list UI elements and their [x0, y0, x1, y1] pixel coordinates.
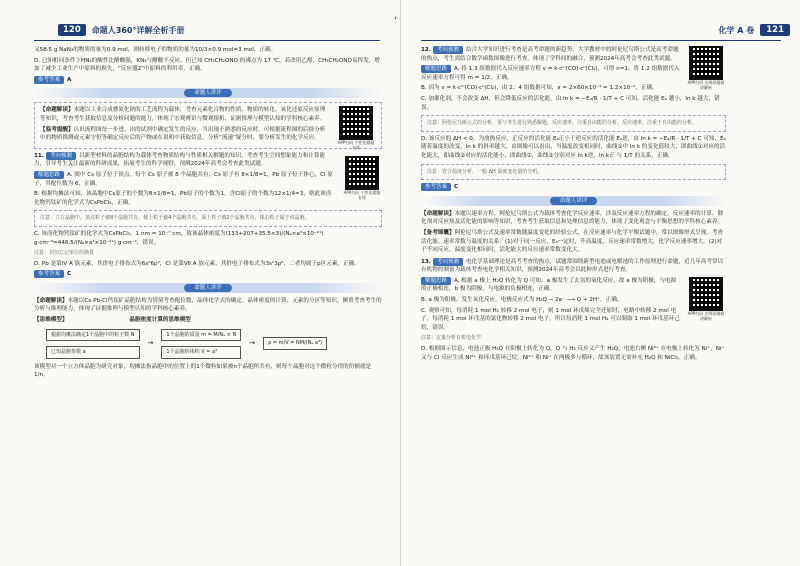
flow-step: 已知晶胞参数 a	[46, 346, 140, 359]
header-rule	[421, 40, 781, 41]
comment-text: 本题以工业合成叠氮化钠的工艺流程为载体，考查元素化合物的性质、物质的转化、氧化还原反应原理等知识，考查考生获取信息及分析问题的能力，体现了宏观辨识与微观探析、证据推理与模型认知的学科核心素养。	[40, 107, 326, 122]
comment-label: 【临考提醒】	[40, 126, 74, 133]
answer-value: A	[67, 76, 72, 83]
option-b-analysis: B. a 极为阳极，发生氧化反应，电极反应式为 H₂Q − 2e⁻ ⟶ Q + 2H⁺，正确。	[421, 297, 623, 304]
note-box	[421, 115, 726, 132]
thinking-model-flow	[44, 328, 382, 360]
section-tag: 解题思路	[421, 65, 451, 73]
paragraph: 该模型对一个立方体晶胞为研究对象，均摊法指晶胞中的位置上的1个微粒如果被n个晶胞所共有，则每个晶胞对这个微粒分得的份额就是1/n。	[34, 363, 372, 379]
section-divider	[34, 283, 382, 293]
qr-block[interactable]	[342, 156, 382, 200]
answer-tag: 参考答案	[34, 270, 64, 278]
option-a-analysis: A. 根据 a 极上 H₂Q 转化为 Q 可知，a 极发生了去氢的氧化反应，故 a 极为阳极，与电源的正极相连，b 极为阴极，与电源的负极相连，正确。	[421, 277, 677, 293]
comment-text: 本题以速率方程、阿伦尼乌斯公式为载体考查化学反应速率，涉及反应速率方程的确定、反应速率的计算、催化剂对反应热及活化能的影响等知识，考查考生获取信息和处理信息的能力，体现了变化观念与平衡思想的学科核心素养。	[421, 210, 724, 226]
right-page-header	[718, 22, 790, 38]
note-box	[421, 164, 726, 181]
answer-value: C	[67, 271, 72, 278]
answer-tag: 参考答案	[34, 76, 64, 84]
section-divider	[34, 88, 382, 98]
option-c-analysis: C. 该卤化物钙钛矿的化学式为CsPbCl₃，1 nm = 10⁻⁷ cm，故该晶体密度为(133+207+35.5×3)/(Nₐ×a³×10⁻²¹) g·cm⁻³=446.5/(Nₐ×a³×10⁻²¹) g·cm⁻³，错误。	[34, 230, 324, 246]
question-intro: 以新型材料的晶胞结构为载体考查物质结构与性质相关解题的知识，考查考生空间想象能力和计算能力，引导考生关注最新的科研成果，拓展考生的科学视野，预测2024年高考会考查此类试题。	[34, 152, 326, 168]
left-page-header	[58, 22, 184, 38]
qr-caption: APP扫码 名师原题精讲解析	[687, 80, 725, 90]
qr-code-icon[interactable]	[689, 46, 723, 80]
section-divider	[421, 196, 726, 206]
comment-text: 认识流程图每一步进、出的试剂中确定发生的反应，当出现不熟悉的反应时，可根据流程图的后续分析中的物质推测或元素守恒等确定反应后的产物或在说明中获取信息。分析“流速”疑分时，要分析发生的化学反应。	[40, 126, 326, 142]
arrow-icon: →	[249, 339, 256, 348]
qr-block[interactable]	[686, 277, 726, 321]
flow-step: 根据均摊法确定1个晶胞中的粒子数 N	[46, 329, 140, 342]
option-d-analysis: D. Pb 是第IV A 族元素，其价电子排布式为6s²6p²，Cl 是第VII A 族元素，其价电子排布式为3s²3p⁵，二者均属于p区元素，正确。	[34, 260, 360, 267]
option-c-analysis: C. 观察可知，每消耗 1 mol H₂ 转移 2 mol 电子，则 1 mol 环戊烯完全还原时，电路中转移 2 mol 电子，每消耗 1 mol 环戊基的氯化物转移 2 mol 电子，所以每消耗 1 mol H₂ 可以制取 1 mol 环戊基环己烷，错误。	[421, 307, 680, 331]
left-page-number: 120	[58, 24, 86, 36]
comment-label: 【备考锦囊】	[421, 229, 455, 236]
question-number: 13.	[421, 258, 431, 265]
comment-text: 阿伦尼乌斯公式及速率常数随温度变化的经验公式，在反应速率与化学平衡试题中，常以图像形式呈现。考查活化能、速率常数与温度的关系：(1)对于同一反应，Eₐ一定时，升高温度，反应速率常数增大，化学反应速率增大。(2)对于不同反应，温度变化相同时，活化能大的反应速率常数变化大。	[421, 229, 724, 254]
divider-label: 命题人讲评	[184, 284, 232, 292]
option-a-analysis: A. 图中 Cs 原子位于顶点，每个 Cs 原子被 8 个晶胞共有，Cs 原子有 8×1/8=1，Pb 原子位于体心，Cl 原子，其配位数为 6，正确。	[34, 171, 333, 187]
divider-label: 命题人讲评	[550, 197, 598, 205]
qr-code-icon[interactable]	[339, 106, 373, 140]
note-text: 注意：立方晶胞中，顶点粒子被8个晶胞共有，棱上粒子被4个晶胞共有，面上粒子被2个晶胞共有，体心粒子属于该晶胞。	[40, 215, 310, 222]
flow-step: ρ = m/V = NM/(Nₐ a³)	[263, 337, 327, 350]
note-text: 注意：阿伦尼乌斯公式的分析，要与考生进行熟悉解题，反应速率，注重自由能的分析，反应速率，注重于自由能的分析。	[427, 120, 698, 127]
qr-caption: APP扫码 个性化精题专练	[337, 140, 375, 151]
section-tag: 考向预测	[433, 46, 463, 54]
section-tag: 解题思路	[421, 277, 451, 285]
note-box	[34, 210, 382, 227]
qr-caption: APP扫码 名师原题精讲解析	[687, 310, 725, 321]
paragraph: D. 已知相同条件下HN₃的酸性比醋酸强，KN₃与醋酸不反应，但已知 CH₃CH₂ONO 的沸点为 17 ℃，若改用乙醇，CH₃CH₂ONO易挥发，增加了减少工业生产中原料的损失，“反应器2”中原料的利用率，正确。	[34, 57, 380, 73]
option-c-analysis: C. 加催化剂，不会改变 ΔH，但会降低反应的活化能，由 ln k = −Eₐ/R · 1/T + C 可知，活化能 Eₐ 越小，ln k 越大，错误。	[421, 95, 720, 111]
comment-label: 【命题解读】	[421, 210, 455, 217]
comment-text: 本题以Cs-Pb-Cl钙钛矿晶胞结构为情境考查配位数、晶体化学式的确定、晶体密度的计算、元素的分区等知识，侧重考查考生的分析与推理能力，体现了证据推理与模型认知的学科核心素养。	[34, 297, 382, 313]
right-page	[400, 0, 800, 566]
option-a-analysis: A. 将 1.3 组数据代入反应速率方程 v = k·cᵐ(CO)·cⁿ(Cl₂)，可得 n=1，将 1.2 组数据代入反应速率方程可得 m = 1/2，正确。	[421, 66, 680, 81]
option-b-analysis: B. 因为 v = k·cᵐ(CO)·cⁿ(Cl₂)，由 2、4 组数据可知，x ≈ 2×60×10⁻³ = 1.2×10⁻²，正确。	[421, 85, 658, 92]
book-title: 命题人360°详解全析手册	[91, 25, 185, 35]
section-tag: 考向预测	[46, 152, 76, 160]
qr-block[interactable]	[686, 46, 726, 90]
subject-title: 化学 A 卷	[718, 25, 755, 35]
spine-mark: ʻ	[394, 14, 398, 27]
header-rule	[34, 40, 380, 41]
question-intro: 结合大学知识进行考查是高考命题的新趋势，大学教材中的阿伦尼乌斯公式是高考命题的热点，考生需结合数学函数图像进行考查，体现了学科间的融合，预测2024年高考会考查此类试题。	[421, 47, 679, 62]
option-b-analysis: B. 根据均摊法可知，该晶胞中Cs原子的个数为8×1/8=1，Pb原子的个数为1，含Cl原子的个数为12×1/4=3，则此该卤化物钙钛矿的化学式为CsPbCl₃，正确。	[34, 191, 332, 206]
comment-label: 【命题解读】	[34, 297, 68, 304]
right-content	[421, 46, 726, 364]
left-content	[34, 46, 382, 382]
note-text: 注意：切勿忘记单位的换算	[34, 250, 95, 257]
note-text: 注意：定量分析有机电化学	[421, 335, 482, 342]
question-intro: 电化学基础理论是高考考查的热点，试题常围绕新型电池或电解池的工作原理进行命题，近几年高考常以有机物的制备为载体考查电化学相关知识，预测2024年高考会以此种形式进行考查。	[421, 258, 724, 274]
qr-block[interactable]	[336, 106, 376, 150]
note-text: 注意：符合温度分析，一般 ΔH 温度变化量的分析。	[427, 168, 543, 175]
divider-label: 命题人讲评	[184, 89, 232, 97]
option-d-analysis: D. 该反应的 ΔH < 0，为放热反应，正反应的活化能 Eₐ正小于逆反应的活化能 Eₐ逆，由 ln k = −Eₐ/R · 1/T + C 可知，Eₐ 随着温度的改变，ln k 的斜率越大，由图像可以看出，当温度改变相同时，曲线①中 ln k 的变化值较大，即曲线①对应的活化能大，即曲线②对应的活化能小，即曲线②，曲线②分别对应 ln k逆、ln k正 与 1/T 的关系，正确。	[421, 135, 726, 159]
arrow-icon: →	[147, 339, 154, 348]
qr-code-icon[interactable]	[345, 156, 379, 190]
model-title: 晶胞密度计算的思维模型	[129, 317, 191, 324]
model-label: 【思维模型】	[34, 317, 68, 324]
answer-tag: 参考答案	[421, 183, 451, 191]
flow-step: 1个晶胞的体积 V = a³	[161, 346, 241, 359]
paragraph: 又58.5 g NaN₃的物质的量为0.9 mol，则转移电子的物质的量为10/3×0.9 mol=3 mol，正确。	[34, 47, 277, 53]
section-tag: 解题思路	[34, 171, 64, 179]
question-number: 11.	[34, 152, 44, 159]
commentary-box	[34, 102, 382, 151]
flow-step: 1个晶胞的质量 m = M/Nₐ × N	[161, 329, 241, 342]
question-number: 12.	[421, 47, 431, 53]
right-page-number: 121	[760, 24, 790, 36]
qr-code-icon[interactable]	[689, 277, 723, 311]
answer-value: C	[454, 184, 459, 191]
section-tag: 考向预测	[433, 258, 463, 266]
option-d-analysis: D. 根据图示信息，电池正极 H₂Q 在阳极上转化为 Q，Q 与 H₂ 反应又产生 H₂Q，电池右侧 Ni²⁺ 在电极上转化为 Ni⁺，Ni⁺ 又与 Cl 反应生成 Ni²⁺ 和环戊基环己烷，Ni²⁺ 和 Ni⁺ 在两极多与循环，故该装置无需补充 H₂Q 和 NiCl₂，正确。	[421, 346, 725, 361]
comment-label: 【命题解读】	[40, 107, 74, 114]
qr-caption: APP扫码 个性化精题专练	[343, 189, 381, 200]
